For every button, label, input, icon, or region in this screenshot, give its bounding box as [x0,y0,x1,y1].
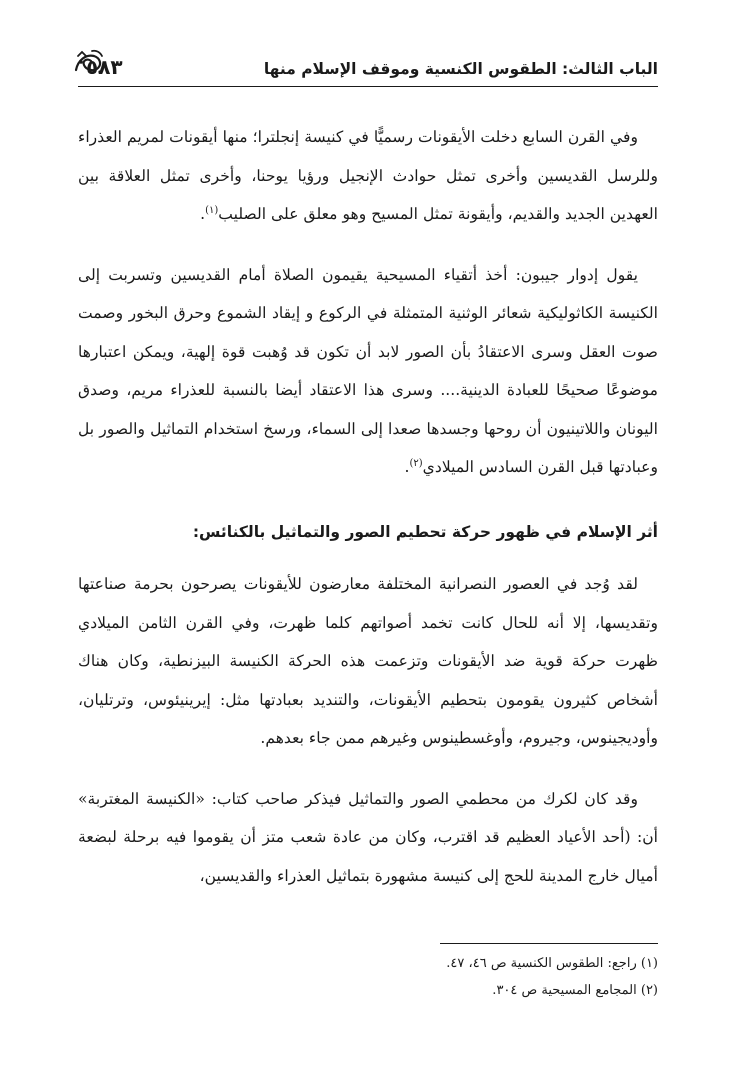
paragraph-2 [78,256,658,487]
section-heading: أثر الإسلام في ظهور حركة تحطيم الصور والتماثيل بالكنائس: [192,522,658,541]
paragraph-4: وقد كان لكرك من محطمي الصور والتماثيل فيذكر صاحب كتاب: «الكنيسة المغتربة» أن: (أحد الأعياد العظيم قد اقترب، وكان من عادة شعب متز أن يقوموا فيه برحلة لبضعة أميال خارج المدينة للحج إلى كنيسة مشهورة بتماثيل العذراء والقديسين، [78,789,658,885]
footnote-ref-1: (١) [205,204,219,216]
footnote-rule [440,943,658,944]
paragraph-3: لقد وُجد في العصور النصرانية المختلفة معارضون للأيقونات يصرحون بحرمة صناعتها وتقديسها، إلا أنه للحال كانت تخمد أصواتهم كلما ظهرت، وفي القرن الثامن الميلادي ظهرت حركة قوية ضد الأيقونات وتزعمت هذه الحركة الكنيسة البيزنطية، وكان هناك أشخاص كثيرون يقومون بتحطيم الأيقونات، والتنديد بعبادتها مثل: إيرينيئوس، وترتليان، وأوديجينوس، وجيروم، وأوغسطينوس وغيرهم ممن جاء بعدهم. [78,575,658,747]
paragraph-1 [78,118,658,234]
footnote-2: (٢) المجامع المسيحية ص ٣٠٤. [492,983,658,998]
main-text [78,118,658,895]
paragraph-2-end: . [404,458,410,476]
header-rule [78,86,658,87]
footnotes [78,950,658,1004]
page-number: ٥٨٣ [86,55,123,79]
paragraph-1-end: . [200,205,206,223]
footnote-1: (١) راجع: الطقوس الكنسية ص ٤٦، ٤٧. [446,956,658,971]
paragraph-1-text: وفي القرن السابع دخلت الأيقونات رسميًّا في كنيسة إنجلترا؛ منها أيقونات لمريم العذراء وللرسل القديسين وأخرى تمثل حوادث الإنجيل ورؤيا يوحنا، وأخرى تمثل العلاقة بين العهدين الجديد والقديم، وأيقونة تمثل المسيح وهو معلق على الصليب [78,128,658,223]
footnote-ref-2: (٢) [409,457,423,469]
chapter-title: الباب الثالث: الطقوس الكنسية وموقف الإسلام منها [263,60,658,78]
paragraph-2-text: يقول إدوار جيبون: أخذ أتقياء المسيحية يقيمون الصلاة أمام القديسين وتسربت إلى الكنيسة الكاثوليكية شعائر الوثنية المتمثلة في الركوع و إيقاد الشموع وحرق البخور وصمت صوت العقل وسرى الاعتقادُ بأن الصور لابد أن تكون قد وُهبت قوة إلهية، ويمكن اعتبارها موضوعًا صحيحًا للعبادة الدينية.... وسرى هذا الاعتقاد أيضا بالنسبة للعذراء مريم، وصدق اليونان واللاتينيون أن روحها وجسدها صعدا إلى السماء، ورسخ استخدام التماثيل والصور بل وعبادتها قبل القرن السادس الميلادي [78,265,658,476]
running-header [78,52,658,92]
